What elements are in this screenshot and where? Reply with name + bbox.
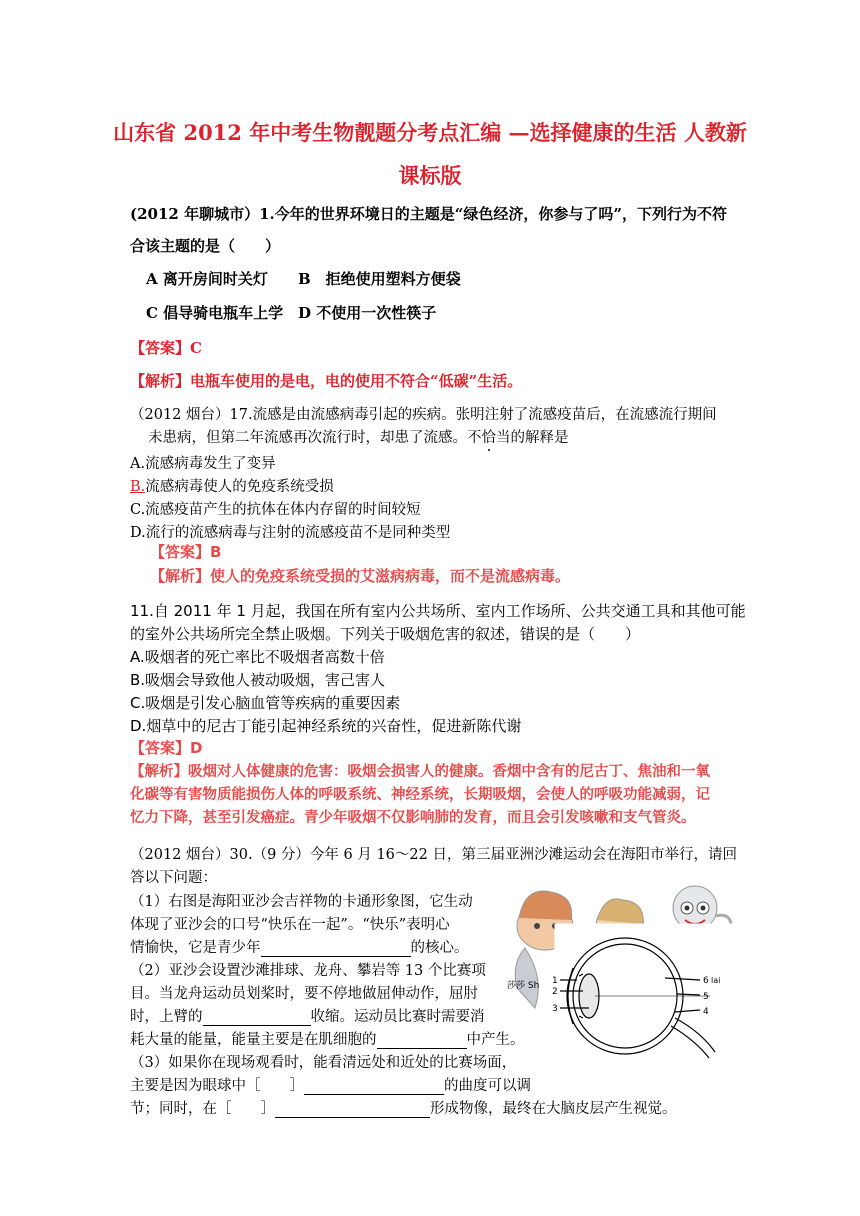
- answer-blank[interactable]: [304, 1080, 444, 1095]
- q3-option-c: C.吸烟是引发心脑血管等疾病的重要因素: [130, 694, 401, 712]
- q1-stem-line1: (2012 年聊城市）1.今年的世界环境日的主题是“绿色经济，你参与了吗”，下列行为不符: [130, 205, 727, 223]
- q2-answer: 【答案】B: [150, 543, 222, 561]
- q3-stem-line1: 11.自 2011 年 1 月起，我国在所有室内公共场所、室内工作场所、公共交通工具和其他可能: [130, 602, 746, 620]
- answer-blank[interactable]: [275, 1103, 430, 1118]
- figure-graphic: [505, 868, 737, 1068]
- q2-option-a: A.流感病毒发生了变异: [130, 456, 276, 472]
- q4-part3-line3: 节；同时，在［ ］ 形成物像，最终在大脑皮层产生视觉。: [130, 1101, 677, 1117]
- label-6: 6: [703, 976, 709, 986]
- mascot-eye-figure: [505, 868, 737, 1068]
- q2-option-b: [130, 475, 334, 496]
- q2-option-c: C.流感疫苗产生的抗体在体内存留的时间较短: [130, 502, 421, 518]
- q2-stem-line2: [148, 426, 569, 447]
- label-2: 2: [552, 987, 558, 997]
- q3-option-b: B.吸烟会导致他人被动吸烟，害己害人: [130, 671, 386, 689]
- label-1: 1: [552, 976, 558, 986]
- q4-part1-line3: 情愉快，它是青少年 的核心。: [130, 940, 469, 956]
- q1-option-c: C 倡导骑电瓶车上学: [146, 304, 284, 322]
- q2-stem-emphasis: 不恰当: [467, 430, 511, 446]
- q4-stem-line2: 答以下问题：: [130, 870, 217, 886]
- q3-analysis-line2: 化碳等有害物质能损伤人体的呼吸系统、神经系统，长期吸烟，会使人的呼吸功能减弱，记: [130, 787, 710, 803]
- q3-analysis-line3: 忆力下降，甚至引发癌症。青少年吸烟不仅影响肺的发育，而且会引发咳嗽和支气管炎。: [130, 810, 696, 826]
- label-3: 3: [552, 1004, 558, 1014]
- q2-option-d: D.流行的流感病毒与注射的流感疫苗不是同种类型: [130, 525, 451, 541]
- q1-option-a: A 离开房间时关灯: [146, 270, 268, 288]
- q2-option-b-letter: B.: [130, 479, 146, 495]
- q4-part2-line2: 目。当龙舟运动员划桨时，要不停地做屈伸动作，屈肘: [130, 986, 478, 1002]
- answer-blank[interactable]: [261, 942, 411, 957]
- q1-answer: 【答案】C: [130, 339, 202, 357]
- document-title-line2: 课标版: [398, 163, 462, 188]
- q4-part2-line3: 时，上臂的 收缩。运动员比赛时需要消: [130, 1009, 485, 1025]
- q3-analysis-line1: 【解析】吸烟对人体健康的危害：吸烟会损害人的健康。香烟中含有的尼古丁、焦油和一氧: [130, 764, 710, 780]
- label-6-suffix: lai: [711, 976, 721, 985]
- q4-part3-line1: （3）如果你在现场观看时，能看清远处和近处的比赛场面，: [130, 1055, 517, 1071]
- q1-analysis: 【解析】电瓶车使用的是电，电的使用不符合“低碳”生活。: [130, 372, 523, 390]
- q4-part2-line4: 耗大量的能量，能量主要是在肌细胞的 中产生。: [130, 1032, 525, 1048]
- q3-option-d: D.烟草中的尼古丁能引起神经系统的兴奋性，促进新陈代谢: [130, 717, 522, 735]
- label-4: 4: [703, 1007, 709, 1017]
- q1-stem-line2: 合该主题的是（ ）: [130, 237, 281, 255]
- mascot-caption: 莎莎 Sh: [507, 981, 540, 991]
- q2-stem-pre: 未患病，但第二年流感再次流行时，却患了流感。: [148, 430, 467, 446]
- q4-part1-line1: （1）右图是海阳亚沙会吉祥物的卡通形象图，它生动: [130, 894, 473, 910]
- q4-part1-line2: 体现了亚沙会的口号“快乐在一起”。“快乐”表明心: [130, 917, 450, 933]
- q2-stem-post: 的解释是: [510, 430, 569, 446]
- q1-option-d: D 不使用一次性筷子: [298, 304, 437, 322]
- q3-stem-line2: 的室外公共场所完全禁止吸烟。下列关于吸烟危害的叙述，错误的是（ ）: [130, 625, 641, 643]
- q2-stem-line1: （2012 烟台）17.流感是由流感病毒引起的疾病。张明注射了流感疫苗后，在流感流行期间: [130, 407, 717, 423]
- q1-option-b: B 拒绝使用塑料方便袋: [298, 270, 461, 288]
- q4-part2-line1: （2）亚沙会设置沙滩排球、龙舟、攀岩等 13 个比赛项: [130, 963, 486, 979]
- q4-part3-line2: 主要是因为眼球中［ ］ 的曲度可以调: [130, 1078, 531, 1094]
- q2-analysis: 【解析】使人的免疫系统受损的艾滋病病毒，而不是流感病毒。: [150, 567, 571, 585]
- label-5: 5: [703, 992, 709, 1002]
- q4-stem-line1: （2012 烟台）30.（9 分）今年 6 月 16～22 日，第三届亚洲沙滩运动会在海阳市举行，请回: [130, 847, 737, 863]
- answer-blank[interactable]: [377, 1034, 467, 1049]
- q3-option-a: A.吸烟者的死亡率比不吸烟者高数十倍: [130, 648, 385, 666]
- document-title-line1: 山东省 2012 年中考生物靓题分考点汇编 —选择健康的生活 人教新: [113, 120, 747, 145]
- q3-answer: 【答案】D: [130, 739, 203, 757]
- q2-option-b-text: 流感病毒使人的免疫系统受损: [145, 479, 334, 495]
- answer-blank[interactable]: [203, 1011, 311, 1026]
